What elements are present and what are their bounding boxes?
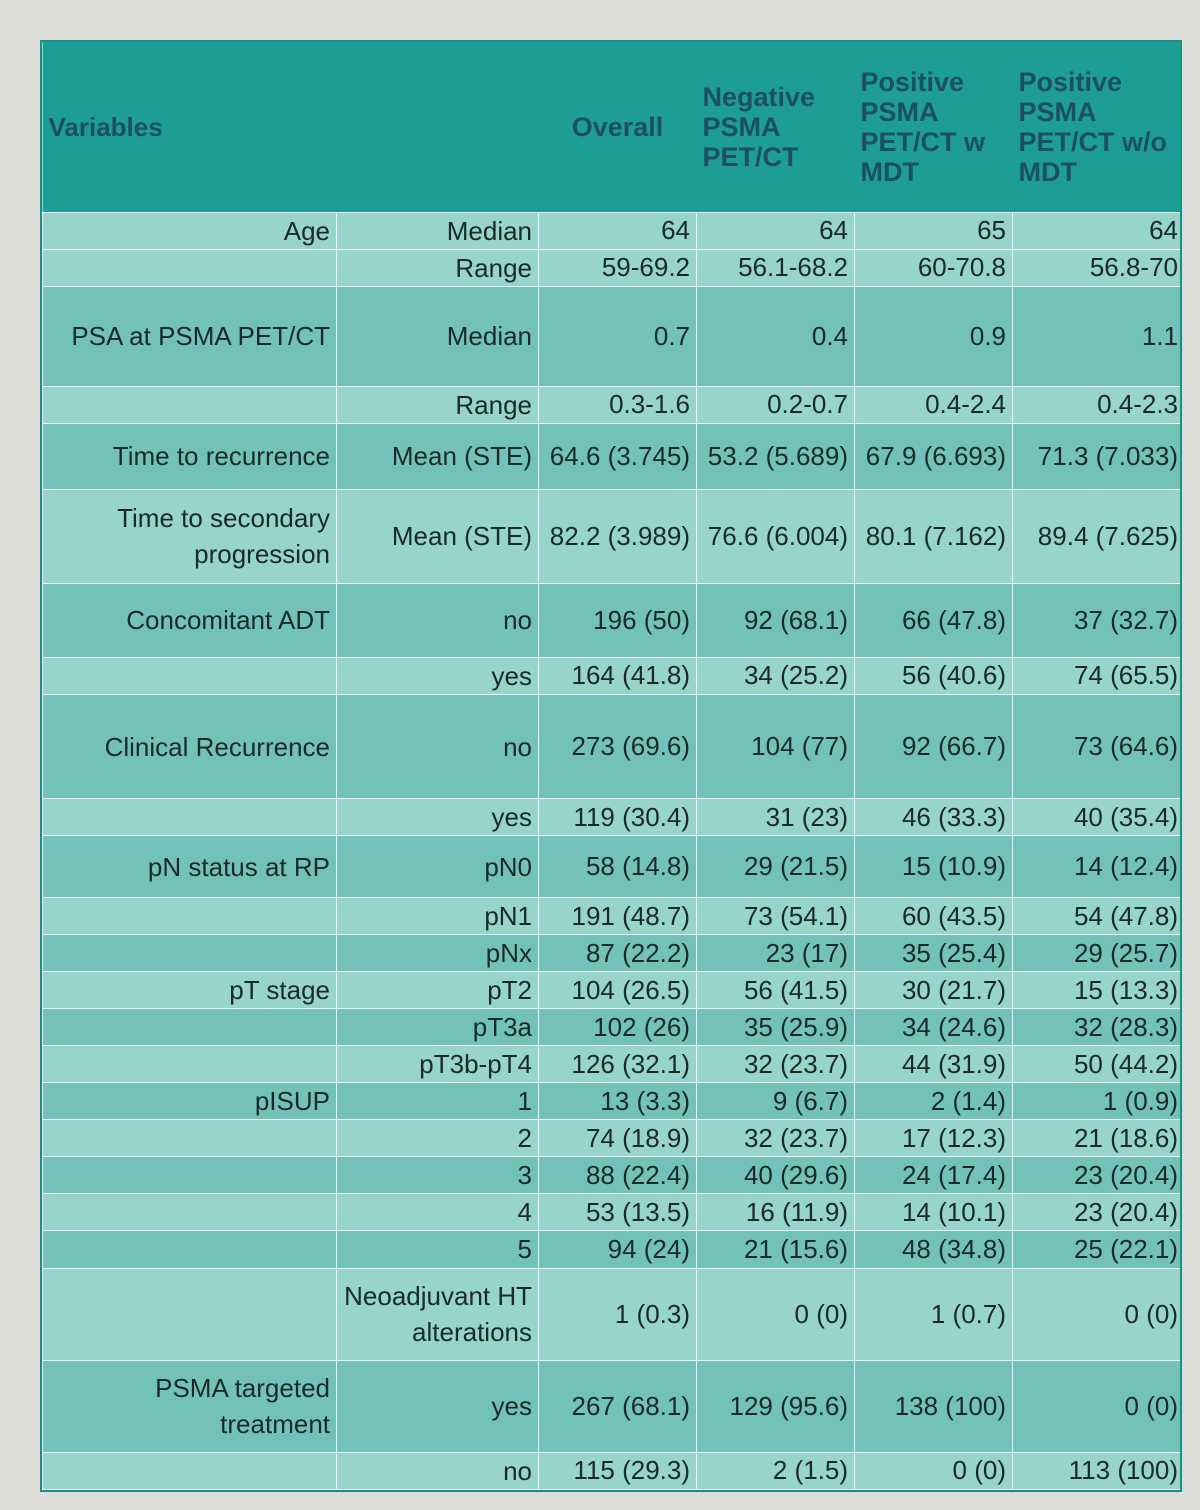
row-variable-cell: Age xyxy=(43,212,337,249)
row-subgroup-cell: 2 xyxy=(337,1120,539,1157)
row-overall-cell: 82.2 (3.989) xyxy=(539,489,697,583)
row-variable-cell: PSMA targeted treatment xyxy=(43,1360,337,1452)
row-negative-cell: 40 (29.6) xyxy=(697,1157,855,1194)
row-variable-cell: Time to secondary progression xyxy=(43,489,337,583)
row-overall-cell: 115 (29.3) xyxy=(539,1452,697,1489)
row-positive-mdt-cell: 15 (10.9) xyxy=(855,836,1013,898)
row-positive-mdt-cell: 80.1 (7.162) xyxy=(855,489,1013,583)
table-row xyxy=(43,1194,1183,1231)
row-overall-cell: 88 (22.4) xyxy=(539,1157,697,1194)
row-negative-cell: 73 (54.1) xyxy=(697,898,855,935)
row-positive-mdt-cell: 34 (24.6) xyxy=(855,1009,1013,1046)
row-subgroup-cell: pT3a xyxy=(337,1009,539,1046)
row-negative-cell: 76.6 (6.004) xyxy=(697,489,855,583)
row-overall-cell: 74 (18.9) xyxy=(539,1120,697,1157)
row-negative-cell: 0.2-0.7 xyxy=(697,386,855,423)
header-positive-no-mdt: Positive PSMA PET/CT w/o MDT xyxy=(1013,42,1182,212)
row-variable-cell: pISUP xyxy=(43,1083,337,1120)
row-positive-no-mdt-cell: 14 (12.4) xyxy=(1013,836,1182,898)
row-positive-no-mdt-cell: 113 (100) xyxy=(1013,1452,1182,1489)
table-row xyxy=(43,935,1183,972)
row-positive-mdt-cell: 60-70.8 xyxy=(855,249,1013,286)
table-row xyxy=(43,898,1183,935)
row-positive-no-mdt-cell: 89.4 (7.625) xyxy=(1013,489,1182,583)
row-positive-mdt-cell: 48 (34.8) xyxy=(855,1231,1013,1268)
row-negative-cell: 0.4 xyxy=(697,286,855,386)
row-variable-cell xyxy=(43,1231,337,1268)
row-variable-cell xyxy=(43,799,337,836)
row-negative-cell: 35 (25.9) xyxy=(697,1009,855,1046)
row-positive-no-mdt-cell: 37 (32.7) xyxy=(1013,583,1182,657)
row-variable-cell xyxy=(43,1452,337,1489)
table-row xyxy=(43,1452,1183,1489)
row-subgroup-cell: 4 xyxy=(337,1194,539,1231)
row-subgroup-cell: yes xyxy=(337,1360,539,1452)
row-subgroup-cell: Mean (STE) xyxy=(337,423,539,489)
row-positive-mdt-cell: 0 (0) xyxy=(855,1452,1013,1489)
table-row xyxy=(43,286,1183,386)
row-negative-cell: 29 (21.5) xyxy=(697,836,855,898)
row-subgroup-cell: pN0 xyxy=(337,836,539,898)
row-subgroup-cell: pNx xyxy=(337,935,539,972)
table-row xyxy=(43,386,1183,423)
row-negative-cell: 23 (17) xyxy=(697,935,855,972)
row-positive-no-mdt-cell: 54 (47.8) xyxy=(1013,898,1182,935)
row-subgroup-cell: Median xyxy=(337,212,539,249)
table-row xyxy=(43,249,1183,286)
row-overall-cell: 0.7 xyxy=(539,286,697,386)
row-variable-cell: PSA at PSMA PET/CT xyxy=(43,286,337,386)
row-overall-cell: 267 (68.1) xyxy=(539,1360,697,1452)
row-positive-mdt-cell: 65 xyxy=(855,212,1013,249)
row-subgroup-cell: 1 xyxy=(337,1083,539,1120)
row-variable-cell xyxy=(43,657,337,694)
row-overall-cell: 191 (48.7) xyxy=(539,898,697,935)
row-variable-cell: pN status at RP xyxy=(43,836,337,898)
row-positive-mdt-cell: 17 (12.3) xyxy=(855,1120,1013,1157)
row-positive-mdt-cell: 67.9 (6.693) xyxy=(855,423,1013,489)
row-negative-cell: 104 (77) xyxy=(697,694,855,798)
table-row xyxy=(43,836,1183,898)
row-subgroup-cell: no xyxy=(337,583,539,657)
row-overall-cell: 0.3-1.6 xyxy=(539,386,697,423)
row-positive-mdt-cell: 0.4-2.4 xyxy=(855,386,1013,423)
row-variable-cell xyxy=(43,1046,337,1083)
table-row xyxy=(43,1083,1183,1120)
row-subgroup-cell: 5 xyxy=(337,1231,539,1268)
row-positive-mdt-cell: 35 (25.4) xyxy=(855,935,1013,972)
row-overall-cell: 164 (41.8) xyxy=(539,657,697,694)
row-overall-cell: 119 (30.4) xyxy=(539,799,697,836)
row-positive-mdt-cell: 46 (33.3) xyxy=(855,799,1013,836)
table-row xyxy=(43,694,1183,798)
row-positive-no-mdt-cell: 1 (0.9) xyxy=(1013,1083,1182,1120)
table-row xyxy=(43,212,1183,249)
header-overall: Overall xyxy=(539,42,697,212)
row-overall-cell: 13 (3.3) xyxy=(539,1083,697,1120)
row-variable-cell: Concomitant ADT xyxy=(43,583,337,657)
row-negative-cell: 129 (95.6) xyxy=(697,1360,855,1452)
row-positive-mdt-cell: 1 (0.7) xyxy=(855,1268,1013,1360)
table-row xyxy=(43,972,1183,1009)
row-subgroup-cell: pT3b-pT4 xyxy=(337,1046,539,1083)
row-negative-cell: 21 (15.6) xyxy=(697,1231,855,1268)
row-positive-no-mdt-cell: 40 (35.4) xyxy=(1013,799,1182,836)
row-positive-mdt-cell: 30 (21.7) xyxy=(855,972,1013,1009)
table-row xyxy=(43,1157,1183,1194)
row-positive-mdt-cell: 60 (43.5) xyxy=(855,898,1013,935)
table-row xyxy=(43,489,1183,583)
row-negative-cell: 92 (68.1) xyxy=(697,583,855,657)
row-overall-cell: 273 (69.6) xyxy=(539,694,697,798)
row-positive-no-mdt-cell: 32 (28.3) xyxy=(1013,1009,1182,1046)
row-subgroup-cell: Range xyxy=(337,386,539,423)
row-overall-cell: 87 (22.2) xyxy=(539,935,697,972)
row-negative-cell: 34 (25.2) xyxy=(697,657,855,694)
row-negative-cell: 32 (23.7) xyxy=(697,1046,855,1083)
row-negative-cell: 0 (0) xyxy=(697,1268,855,1360)
row-subgroup-cell: no xyxy=(337,1452,539,1489)
row-variable-cell xyxy=(43,249,337,286)
row-overall-cell: 58 (14.8) xyxy=(539,836,697,898)
table-row xyxy=(43,423,1183,489)
row-negative-cell: 2 (1.5) xyxy=(697,1452,855,1489)
row-positive-no-mdt-cell: 0 (0) xyxy=(1013,1268,1182,1360)
row-variable-cell: Time to recurrence xyxy=(43,423,337,489)
row-subgroup-cell: yes xyxy=(337,799,539,836)
row-subgroup-cell: no xyxy=(337,694,539,798)
row-subgroup-cell: pT2 xyxy=(337,972,539,1009)
row-subgroup-cell: 3 xyxy=(337,1157,539,1194)
row-positive-no-mdt-cell: 50 (44.2) xyxy=(1013,1046,1182,1083)
row-positive-mdt-cell: 92 (66.7) xyxy=(855,694,1013,798)
row-overall-cell: 64.6 (3.745) xyxy=(539,423,697,489)
row-positive-no-mdt-cell: 25 (22.1) xyxy=(1013,1231,1182,1268)
table-row xyxy=(43,1268,1183,1360)
row-positive-no-mdt-cell: 23 (20.4) xyxy=(1013,1194,1182,1231)
row-overall-cell: 196 (50) xyxy=(539,583,697,657)
table-row xyxy=(43,1360,1183,1452)
row-negative-cell: 53.2 (5.689) xyxy=(697,423,855,489)
row-overall-cell: 94 (24) xyxy=(539,1231,697,1268)
row-variable-cell xyxy=(43,1120,337,1157)
row-negative-cell: 16 (11.9) xyxy=(697,1194,855,1231)
row-subgroup-cell: pN1 xyxy=(337,898,539,935)
row-positive-mdt-cell: 44 (31.9) xyxy=(855,1046,1013,1083)
row-negative-cell: 64 xyxy=(697,212,855,249)
row-variable-cell xyxy=(43,1194,337,1231)
row-overall-cell: 53 (13.5) xyxy=(539,1194,697,1231)
row-variable-cell xyxy=(43,898,337,935)
row-positive-mdt-cell: 0.9 xyxy=(855,286,1013,386)
row-variable-cell xyxy=(43,1009,337,1046)
row-variable-cell xyxy=(43,935,337,972)
table-row xyxy=(43,1009,1183,1046)
table-row xyxy=(43,1046,1183,1083)
row-positive-mdt-cell: 24 (17.4) xyxy=(855,1157,1013,1194)
table-row xyxy=(43,799,1183,836)
table-row xyxy=(43,1231,1183,1268)
row-positive-no-mdt-cell: 0.4-2.3 xyxy=(1013,386,1182,423)
header-variables: Variables xyxy=(43,42,539,212)
row-subgroup-cell: Mean (STE) xyxy=(337,489,539,583)
header-negative: Negative PSMA PET/CT xyxy=(697,42,855,212)
row-overall-cell: 64 xyxy=(539,212,697,249)
table-row xyxy=(43,583,1183,657)
row-subgroup-cell: yes xyxy=(337,657,539,694)
row-positive-no-mdt-cell: 29 (25.7) xyxy=(1013,935,1182,972)
row-variable-cell: pT stage xyxy=(43,972,337,1009)
table-row xyxy=(43,1120,1183,1157)
row-positive-no-mdt-cell: 56.8-70 xyxy=(1013,249,1182,286)
row-negative-cell: 31 (23) xyxy=(697,799,855,836)
row-positive-mdt-cell: 138 (100) xyxy=(855,1360,1013,1452)
data-table-container xyxy=(40,40,1182,1492)
row-negative-cell: 9 (6.7) xyxy=(697,1083,855,1120)
row-positive-no-mdt-cell: 0 (0) xyxy=(1013,1360,1182,1452)
row-positive-no-mdt-cell: 73 (64.6) xyxy=(1013,694,1182,798)
row-negative-cell: 32 (23.7) xyxy=(697,1120,855,1157)
row-negative-cell: 56 (41.5) xyxy=(697,972,855,1009)
header-row xyxy=(43,42,1183,212)
row-overall-cell: 59-69.2 xyxy=(539,249,697,286)
row-positive-no-mdt-cell: 15 (13.3) xyxy=(1013,972,1182,1009)
row-variable-cell xyxy=(43,386,337,423)
row-positive-no-mdt-cell: 64 xyxy=(1013,212,1182,249)
header-positive-mdt: Positive PSMA PET/CT w MDT xyxy=(855,42,1013,212)
row-overall-cell: 104 (26.5) xyxy=(539,972,697,1009)
row-subgroup-cell: Range xyxy=(337,249,539,286)
row-positive-no-mdt-cell: 23 (20.4) xyxy=(1013,1157,1182,1194)
row-positive-no-mdt-cell: 74 (65.5) xyxy=(1013,657,1182,694)
row-positive-no-mdt-cell: 1.1 xyxy=(1013,286,1182,386)
row-variable-cell xyxy=(43,1268,337,1360)
row-overall-cell: 102 (26) xyxy=(539,1009,697,1046)
row-positive-no-mdt-cell: 21 (18.6) xyxy=(1013,1120,1182,1157)
row-positive-mdt-cell: 2 (1.4) xyxy=(855,1083,1013,1120)
row-positive-mdt-cell: 56 (40.6) xyxy=(855,657,1013,694)
table-body xyxy=(43,212,1183,1490)
row-variable-cell xyxy=(43,1157,337,1194)
row-positive-mdt-cell: 14 (10.1) xyxy=(855,1194,1013,1231)
row-positive-mdt-cell: 66 (47.8) xyxy=(855,583,1013,657)
table-row xyxy=(43,657,1183,694)
row-subgroup-cell: Neoadjuvant HT alterations xyxy=(337,1268,539,1360)
row-overall-cell: 126 (32.1) xyxy=(539,1046,697,1083)
row-positive-no-mdt-cell: 71.3 (7.033) xyxy=(1013,423,1182,489)
row-overall-cell: 1 (0.3) xyxy=(539,1268,697,1360)
characteristics-table xyxy=(42,42,1182,1490)
row-variable-cell: Clinical Recurrence xyxy=(43,694,337,798)
row-negative-cell: 56.1-68.2 xyxy=(697,249,855,286)
row-subgroup-cell: Median xyxy=(337,286,539,386)
